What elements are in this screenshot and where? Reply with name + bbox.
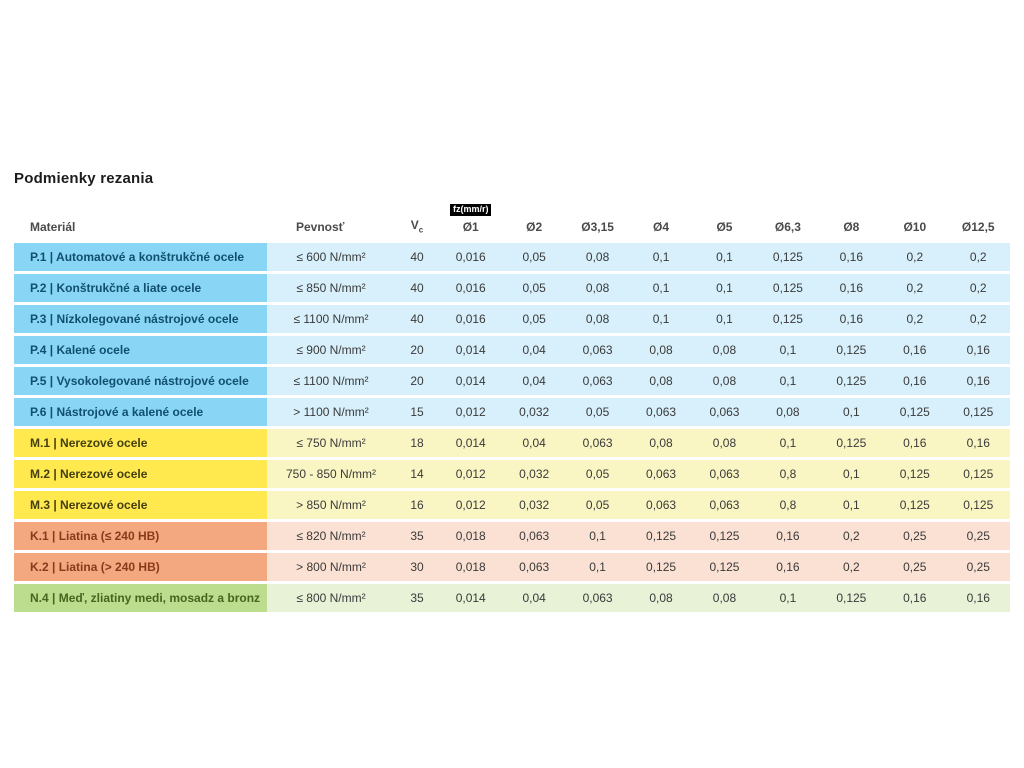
table-row <box>14 584 1010 612</box>
material-cell: P.4 | Kalené ocele <box>14 336 267 364</box>
diameter-label: Ø1 <box>462 220 479 234</box>
feed-value-cell: 0,125 <box>629 553 692 581</box>
vc-cell: 16 <box>395 491 439 519</box>
fz-unit-badge: fz(mm/r) <box>450 204 492 216</box>
table-row <box>14 491 1010 519</box>
feed-value-cell: 0,063 <box>629 398 692 426</box>
feed-value-cell: 0,1 <box>756 336 819 364</box>
table-row <box>14 522 1010 550</box>
feed-value-cell: 0,016 <box>439 243 502 271</box>
feed-value-cell: 0,032 <box>502 398 565 426</box>
material-cell: M.1 | Nerezové ocele <box>14 429 267 457</box>
feed-value-cell: 0,018 <box>439 553 502 581</box>
material-cell: N.4 | Meď, zliatiny medi, mosadz a bronz <box>14 584 267 612</box>
feed-value-cell: 0,1 <box>693 305 756 333</box>
feed-value-cell: 0,1 <box>693 243 756 271</box>
feed-value-cell: 0,125 <box>820 584 883 612</box>
feed-value-cell: 0,1 <box>756 429 819 457</box>
feed-value-cell: 0,012 <box>439 491 502 519</box>
feed-value-cell: 0,032 <box>502 460 565 488</box>
feed-value-cell: 0,2 <box>883 274 946 302</box>
column-header-diameter: Ø6,3 <box>774 220 801 234</box>
feed-value-cell: 0,2 <box>883 305 946 333</box>
material-cell: K.1 | Liatina (≤ 240 HB) <box>14 522 267 550</box>
material-cell: M.2 | Nerezové ocele <box>14 460 267 488</box>
feed-value-cell: 0,125 <box>883 491 946 519</box>
column-header-diameter: Ø5 <box>716 220 733 234</box>
vc-cell: 20 <box>395 367 439 395</box>
feed-value-cell: 0,063 <box>502 522 565 550</box>
feed-value-cell: 0,063 <box>566 429 629 457</box>
feed-value-cell: 0,05 <box>502 274 565 302</box>
feed-value-cell: 0,25 <box>883 553 946 581</box>
column-header-diameter: Ø3,15 <box>581 220 614 234</box>
feed-value-cell: 0,1 <box>629 274 692 302</box>
feed-value-cell: 0,05 <box>566 491 629 519</box>
material-cell: K.2 | Liatina (> 240 HB) <box>14 553 267 581</box>
feed-value-cell: 0,08 <box>693 584 756 612</box>
feed-value-cell: 0,125 <box>947 460 1011 488</box>
vc-cell: 40 <box>395 305 439 333</box>
feed-value-cell: 0,063 <box>693 460 756 488</box>
vc-cell: 30 <box>395 553 439 581</box>
column-header-diameter <box>439 204 502 240</box>
table-row <box>14 243 1010 271</box>
feed-value-cell: 0,1 <box>693 274 756 302</box>
feed-value-cell: 0,05 <box>566 460 629 488</box>
column-header-diameter: Ø2 <box>526 220 543 234</box>
table-row <box>14 336 1010 364</box>
feed-value-cell: 0,125 <box>756 274 819 302</box>
feed-value-cell: 0,1 <box>756 367 819 395</box>
strength-cell: > 850 N/mm² <box>267 491 395 519</box>
feed-value-cell: 0,16 <box>883 429 946 457</box>
feed-value-cell: 0,063 <box>566 584 629 612</box>
feed-value-cell: 0,16 <box>820 274 883 302</box>
material-cell: P.3 | Nízkolegované nástrojové ocele <box>14 305 267 333</box>
feed-value-cell: 0,2 <box>947 305 1011 333</box>
feed-value-cell: 0,08 <box>566 305 629 333</box>
feed-value-cell: 0,125 <box>883 398 946 426</box>
material-cell: P.2 | Konštrukčné a liate ocele <box>14 274 267 302</box>
feed-value-cell: 0,125 <box>756 243 819 271</box>
strength-cell: ≤ 600 N/mm² <box>267 243 395 271</box>
table-row <box>14 429 1010 457</box>
feed-value-cell: 0,125 <box>693 553 756 581</box>
feed-value-cell: 0,125 <box>947 398 1011 426</box>
feed-value-cell: 0,125 <box>947 491 1011 519</box>
feed-value-cell: 0,012 <box>439 460 502 488</box>
feed-value-cell: 0,016 <box>439 305 502 333</box>
strength-cell: ≤ 750 N/mm² <box>267 429 395 457</box>
feed-value-cell: 0,063 <box>693 491 756 519</box>
feed-value-cell: 0,08 <box>629 367 692 395</box>
feed-value-cell: 0,16 <box>820 305 883 333</box>
feed-value-cell: 0,1 <box>566 522 629 550</box>
feed-value-cell: 0,063 <box>566 336 629 364</box>
feed-value-cell: 0,063 <box>629 491 692 519</box>
strength-cell: 750 - 850 N/mm² <box>267 460 395 488</box>
feed-value-cell: 0,125 <box>820 336 883 364</box>
feed-value-cell: 0,125 <box>756 305 819 333</box>
feed-value-cell: 0,012 <box>439 398 502 426</box>
column-header-material: Materiál <box>30 220 76 234</box>
feed-value-cell: 0,1 <box>820 398 883 426</box>
column-header-diameter: Ø10 <box>903 220 927 234</box>
table-row <box>14 460 1010 488</box>
feed-value-cell: 0,08 <box>566 243 629 271</box>
vc-cell: 35 <box>395 584 439 612</box>
feed-value-cell: 0,2 <box>820 522 883 550</box>
feed-value-cell: 0,04 <box>502 367 565 395</box>
feed-value-cell: 0,2 <box>820 553 883 581</box>
table-row <box>14 305 1010 333</box>
table-row <box>14 367 1010 395</box>
vc-cell: 20 <box>395 336 439 364</box>
feed-value-cell: 0,125 <box>820 429 883 457</box>
feed-value-cell: 0,16 <box>947 584 1011 612</box>
vc-cell: 35 <box>395 522 439 550</box>
feed-value-cell: 0,25 <box>947 553 1011 581</box>
column-header-strength: Pevnosť <box>296 220 345 234</box>
feed-value-cell: 0,2 <box>947 243 1011 271</box>
vc-cell: 40 <box>395 274 439 302</box>
feed-value-cell: 0,014 <box>439 367 502 395</box>
feed-value-cell: 0,05 <box>566 398 629 426</box>
feed-value-cell: 0,063 <box>629 460 692 488</box>
column-header-vc <box>395 204 439 240</box>
table-head <box>14 204 1010 240</box>
feed-value-cell: 0,125 <box>629 522 692 550</box>
feed-value-cell: 0,16 <box>947 429 1011 457</box>
vc-cell: 15 <box>395 398 439 426</box>
strength-cell: ≤ 1100 N/mm² <box>267 305 395 333</box>
strength-cell: ≤ 820 N/mm² <box>267 522 395 550</box>
strength-cell: ≤ 850 N/mm² <box>267 274 395 302</box>
feed-value-cell: 0,08 <box>756 398 819 426</box>
feed-value-cell: 0,063 <box>693 398 756 426</box>
feed-value-cell: 0,25 <box>883 522 946 550</box>
strength-cell: > 800 N/mm² <box>267 553 395 581</box>
cutting-conditions-table <box>14 201 1010 615</box>
feed-value-cell: 0,16 <box>883 367 946 395</box>
feed-value-cell: 0,05 <box>502 243 565 271</box>
vc-symbol: V <box>410 217 419 232</box>
material-cell: M.3 | Nerezové ocele <box>14 491 267 519</box>
feed-value-cell: 0,016 <box>439 274 502 302</box>
feed-value-cell: 0,1 <box>629 305 692 333</box>
feed-value-cell: 0,063 <box>566 367 629 395</box>
feed-value-cell: 0,1 <box>820 460 883 488</box>
vc-cell: 14 <box>395 460 439 488</box>
feed-value-cell: 0,1 <box>629 243 692 271</box>
feed-value-cell: 0,032 <box>502 491 565 519</box>
material-cell: P.6 | Nástrojové a kalené ocele <box>14 398 267 426</box>
column-header-diameter: Ø12,5 <box>961 220 995 234</box>
feed-value-cell: 0,125 <box>883 460 946 488</box>
feed-value-cell: 0,16 <box>883 584 946 612</box>
feed-value-cell: 0,08 <box>629 336 692 364</box>
table-row <box>14 274 1010 302</box>
feed-value-cell: 0,1 <box>820 491 883 519</box>
table-row <box>14 553 1010 581</box>
feed-value-cell: 0,16 <box>756 522 819 550</box>
feed-value-cell: 0,25 <box>947 522 1011 550</box>
feed-value-cell: 0,1 <box>756 584 819 612</box>
feed-value-cell: 0,063 <box>502 553 565 581</box>
feed-value-cell: 0,08 <box>693 336 756 364</box>
feed-value-cell: 0,04 <box>502 429 565 457</box>
column-header-diameter: Ø4 <box>653 220 670 234</box>
strength-cell: ≤ 900 N/mm² <box>267 336 395 364</box>
feed-value-cell: 0,125 <box>693 522 756 550</box>
feed-value-cell: 0,08 <box>693 429 756 457</box>
feed-value-cell: 0,2 <box>883 243 946 271</box>
strength-cell: ≤ 800 N/mm² <box>267 584 395 612</box>
feed-value-cell: 0,04 <box>502 336 565 364</box>
feed-value-cell: 0,2 <box>947 274 1011 302</box>
feed-value-cell: 0,1 <box>566 553 629 581</box>
feed-value-cell: 0,16 <box>820 243 883 271</box>
feed-value-cell: 0,05 <box>502 305 565 333</box>
strength-cell: > 1100 N/mm² <box>267 398 395 426</box>
feed-value-cell: 0,16 <box>947 336 1011 364</box>
strength-cell: ≤ 1100 N/mm² <box>267 367 395 395</box>
table-row <box>14 398 1010 426</box>
feed-value-cell: 0,014 <box>439 336 502 364</box>
feed-value-cell: 0,16 <box>756 553 819 581</box>
page-title: Podmienky rezania <box>14 170 154 187</box>
vc-cell: 18 <box>395 429 439 457</box>
feed-value-cell: 0,018 <box>439 522 502 550</box>
feed-value-cell: 0,8 <box>756 460 819 488</box>
feed-value-cell: 0,08 <box>566 274 629 302</box>
feed-value-cell: 0,014 <box>439 429 502 457</box>
feed-value-cell: 0,125 <box>820 367 883 395</box>
feed-value-cell: 0,16 <box>883 336 946 364</box>
material-cell: P.5 | Vysokolegované nástrojové ocele <box>14 367 267 395</box>
feed-value-cell: 0,08 <box>693 367 756 395</box>
feed-value-cell: 0,08 <box>629 584 692 612</box>
vc-subscript: c <box>418 225 424 234</box>
feed-value-cell: 0,08 <box>629 429 692 457</box>
feed-value-cell: 0,16 <box>947 367 1011 395</box>
feed-value-cell: 0,8 <box>756 491 819 519</box>
vc-cell: 40 <box>395 243 439 271</box>
column-header-diameter: Ø8 <box>843 220 860 234</box>
feed-value-cell: 0,014 <box>439 584 502 612</box>
feed-value-cell: 0,04 <box>502 584 565 612</box>
material-cell: P.1 | Automatové a konštrukčné ocele <box>14 243 267 271</box>
header-row <box>14 204 1010 240</box>
table-body <box>14 243 1010 612</box>
